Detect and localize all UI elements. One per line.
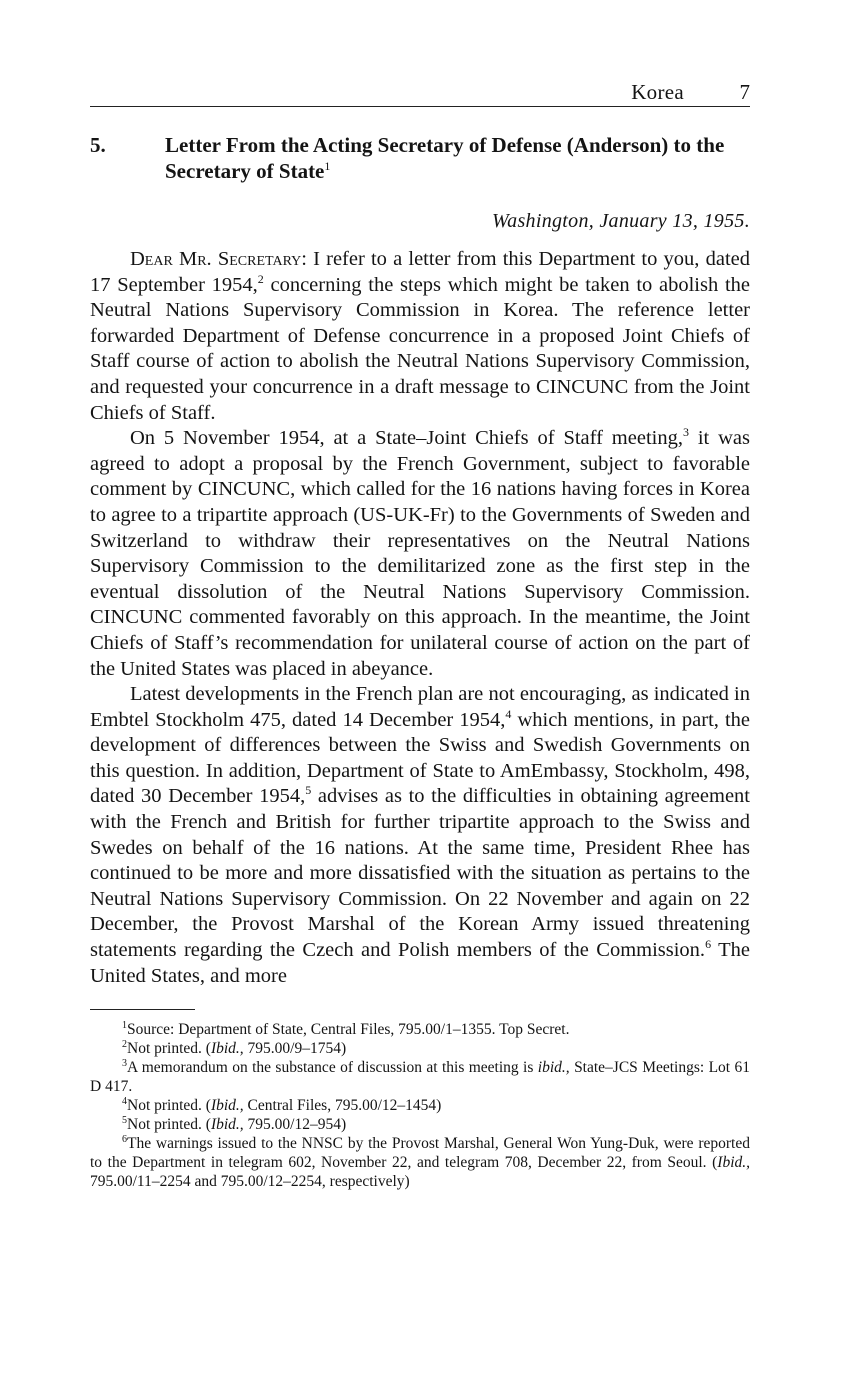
document-number: 5.	[90, 133, 106, 157]
footnote-text: 795.00/11–2254 and 795.00/12–2254, respectively)	[90, 1173, 410, 1191]
dateline: Washington, January 13, 1955.	[492, 210, 750, 232]
paragraph-text: The United States, and more	[90, 939, 750, 987]
footnote-text: 795.00/12–954)	[243, 1116, 347, 1134]
ibid-citation: Ibid.,	[210, 1116, 244, 1134]
footnote-ref: 2	[257, 271, 264, 286]
footnote-text: Not printed. (	[127, 1040, 211, 1058]
document-heading	[90, 132, 750, 184]
running-section-title: Korea	[631, 80, 684, 104]
footnote-text: Not printed. (	[127, 1097, 211, 1115]
salutation: Dear Mr. Secretary:	[130, 248, 307, 270]
footnote-3	[90, 1058, 750, 1096]
letter-body	[90, 247, 750, 989]
paragraph-text: On 5 November 1954, at a State–Joint Chiefs of Staff meeting,	[130, 427, 683, 450]
document-page	[90, 80, 750, 1191]
footnote-text: A memorandum on the substance of discussion at this meeting is	[127, 1059, 538, 1077]
footnote-mark: 3	[122, 1058, 127, 1070]
paragraph-2	[90, 426, 750, 682]
running-header	[90, 80, 750, 107]
footnote-text: Central Files, 795.00/12–1454)	[243, 1097, 442, 1115]
footnote-divider	[90, 1009, 195, 1010]
paragraph-text: I refer to a letter from this Department to you, dated 17 September 1954,	[90, 248, 751, 296]
footnote-ref: 3	[682, 425, 689, 440]
paragraph-text: Latest developments in the French plan are not encouraging, as indicated in Embtel Stockholm 475, dated 14 December 1954,	[90, 683, 750, 731]
footnote-mark: 4	[122, 1096, 127, 1108]
ibid-citation: Ibid.,	[210, 1097, 244, 1115]
footnote-5	[90, 1115, 750, 1134]
paragraph-1	[90, 247, 750, 426]
footnote-6	[90, 1134, 750, 1191]
page-number: 7	[739, 80, 750, 104]
paragraph-text: it was agreed to adopt a proposal by the French Government, subject to favorable comment by CINCUNC, which called for the 16 nations having forces in Korea to agree to a tripartite approach (US-UK-Fr) to the Governments of Sweden and Switzerland to withdraw their representatives on the Neutral Nations Supervisory Commission to the demilitarized zone as the first step in the eventual dissolution of the Neutral Nations Supervisory Commission. CINCUNC commented favorably on this approach. In the meantime, the Joint Chiefs of Staff’s recommendation for unilateral course of action on the part of the United States was placed in abeyance.	[90, 427, 750, 680]
paragraph-text: concerning the steps which might be taken to abolish the Neutral Nations Supervisory Commission in Korea. The reference letter forwarded Department of Defense concurrence in a proposed Joint Chiefs of Staff course of action to abolish the Neutral Nations Supervisory Commission, and requested your concurrence in a draft message to CINCUNC from the Joint Chiefs of Staff.	[90, 273, 751, 424]
footnote-mark: 6	[122, 1134, 127, 1146]
footnote-text: Not printed. (	[127, 1116, 211, 1134]
ibid-citation: ibid.,	[537, 1059, 570, 1077]
footnote-text: Source: Department of State, Central Files, 795.00/1–1355. Top Secret.	[127, 1021, 570, 1039]
ibid-citation: Ibid.,	[717, 1154, 750, 1172]
document-title-text: Letter From the Acting Secretary of Defense (Anderson) to the Secretary of State	[165, 133, 725, 183]
footnote-mark: 2	[122, 1039, 127, 1051]
footnote-ref: 6	[705, 937, 712, 952]
footnotes	[90, 1020, 750, 1191]
footnote-1	[90, 1020, 750, 1039]
footnote-mark: 5	[122, 1115, 127, 1127]
footnote-ref: 4	[505, 706, 512, 721]
footnote-ref: 5	[305, 783, 312, 798]
footnote-mark: 1	[122, 1020, 127, 1032]
footnote-ref: 1	[324, 159, 331, 173]
footnote-text: 795.00/9–1754)	[243, 1040, 347, 1058]
footnote-text: The warnings issued to the NNSC by the Provost Marshal, General Won Yung-Duk, were reported to the Department in telegram 602, November 22, and telegram 708, December 22, from Seoul. (	[90, 1135, 750, 1172]
paragraph-text: which mentions, in part, the development of differences between the Swiss and Swedish Governments on this question. In addition, Department of State to AmEmbassy, Stockholm, 498, dated 30 December 1954,	[90, 708, 751, 808]
footnote-text: State–JCS Meetings: Lot 61 D 417.	[90, 1059, 750, 1096]
document-title	[165, 132, 750, 184]
footnote-2	[90, 1039, 750, 1058]
paragraph-text: advises as to the difficulties in obtaining agreement with the French and British for further tripartite approach to the Swiss and Swedes on behalf of the 16 nations. At the same time, President Rhee has continued to be more and more dissatisfied with the situation as pertains to the Neutral Nations Supervisory Commission. On 22 November and again on 22 December, the Provost Marshal of the Korean Army issued threatening statements regarding the Czech and Polish members of the Commission.	[90, 785, 750, 962]
paragraph-3	[90, 682, 750, 989]
footnote-4	[90, 1096, 750, 1115]
ibid-citation: Ibid.,	[210, 1040, 244, 1058]
